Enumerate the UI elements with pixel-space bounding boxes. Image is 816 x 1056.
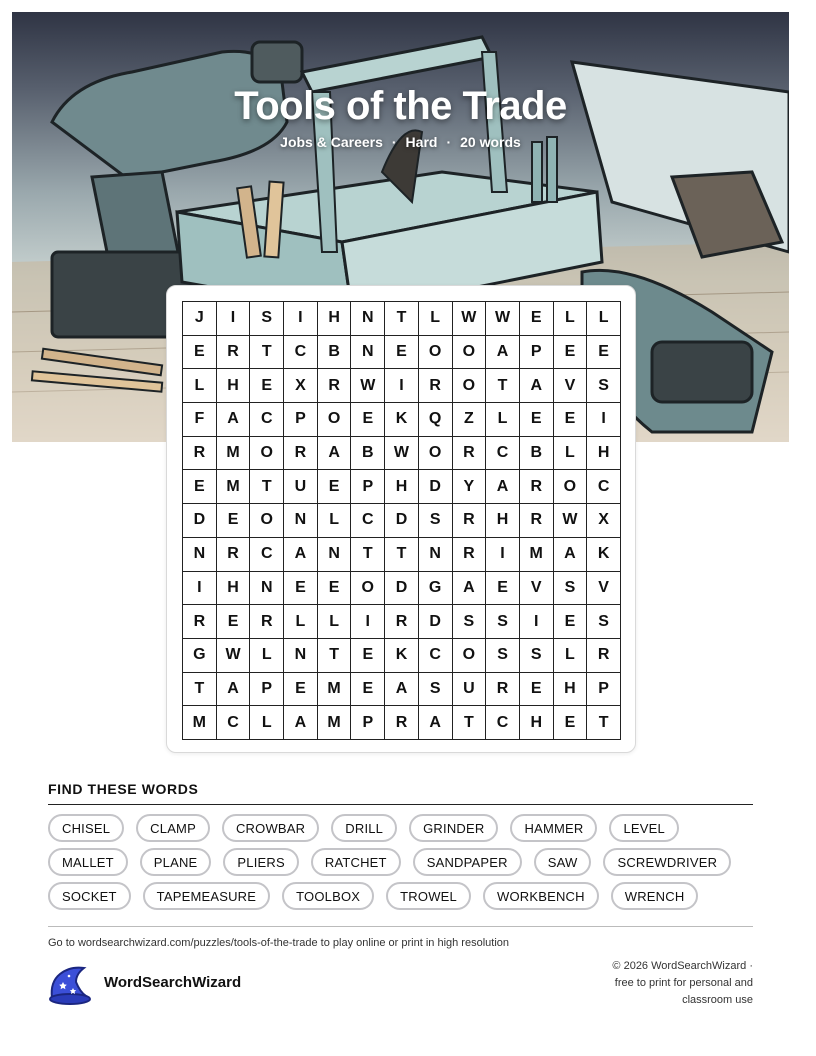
grid-cell[interactable]: T	[318, 639, 352, 673]
grid-cell[interactable]: S	[486, 639, 520, 673]
grid-cell[interactable]: D	[419, 470, 453, 504]
grid-cell[interactable]: A	[520, 369, 554, 403]
grid-cell[interactable]: L	[318, 605, 352, 639]
grid-cell[interactable]: A	[284, 706, 318, 740]
grid-cell[interactable]: C	[250, 538, 284, 572]
grid-cell[interactable]: T	[183, 673, 217, 707]
grid-cell[interactable]: I	[183, 572, 217, 606]
grid-cell[interactable]: E	[250, 369, 284, 403]
grid-cell[interactable]: E	[385, 336, 419, 370]
grid-cell[interactable]: T	[250, 336, 284, 370]
grid-cell[interactable]: H	[385, 470, 419, 504]
grid-cell[interactable]: E	[351, 673, 385, 707]
grid-cell[interactable]: P	[250, 673, 284, 707]
grid-cell[interactable]: L	[419, 302, 453, 336]
word-chip: TOOLBOX	[282, 882, 374, 910]
word-chip: WRENCH	[611, 882, 699, 910]
grid-cell[interactable]: B	[351, 437, 385, 471]
grid-cell[interactable]: J	[183, 302, 217, 336]
word-chip: CROWBAR	[222, 814, 319, 842]
grid-cell[interactable]: W	[453, 302, 487, 336]
grid-cell[interactable]: S	[453, 605, 487, 639]
grid-cell[interactable]: P	[284, 403, 318, 437]
grid-cell[interactable]: U	[453, 673, 487, 707]
grid-cell[interactable]: W	[217, 639, 251, 673]
grid-cell[interactable]: Z	[453, 403, 487, 437]
grid-cell[interactable]: S	[419, 504, 453, 538]
grid-cell[interactable]: A	[217, 403, 251, 437]
grid-cell[interactable]: R	[587, 639, 621, 673]
grid-cell[interactable]: D	[385, 572, 419, 606]
wizard-hat-icon	[46, 962, 94, 1006]
grid-cell[interactable]: A	[486, 336, 520, 370]
grid-cell[interactable]: M	[318, 706, 352, 740]
grid-cell[interactable]: H	[486, 504, 520, 538]
copyright-line: free to print for personal and	[614, 977, 753, 989]
grid-cell[interactable]: E	[351, 639, 385, 673]
grid-cell[interactable]: M	[318, 673, 352, 707]
grid-cell[interactable]: L	[284, 605, 318, 639]
grid-cell[interactable]: N	[419, 538, 453, 572]
grid-cell[interactable]: H	[217, 369, 251, 403]
grid-cell[interactable]: I	[284, 302, 318, 336]
grid-cell[interactable]: B	[520, 437, 554, 471]
grid-cell[interactable]: T	[587, 706, 621, 740]
grid-cell[interactable]: S	[587, 605, 621, 639]
word-chip: WORKBENCH	[483, 882, 599, 910]
grid-cell[interactable]: M	[183, 706, 217, 740]
grid-cell[interactable]: O	[554, 470, 588, 504]
grid-cell[interactable]: R	[419, 369, 453, 403]
grid-cell[interactable]: E	[554, 605, 588, 639]
grid-cell[interactable]: P	[351, 706, 385, 740]
grid-cell[interactable]: E	[520, 673, 554, 707]
divider	[48, 804, 753, 805]
grid-cell[interactable]: L	[554, 639, 588, 673]
grid-cell[interactable]: C	[217, 706, 251, 740]
grid-cell[interactable]: C	[250, 403, 284, 437]
word-chip: MALLET	[48, 848, 128, 876]
grid-cell[interactable]: I	[520, 605, 554, 639]
grid-cell[interactable]: H	[554, 673, 588, 707]
grid-cell[interactable]: E	[284, 572, 318, 606]
grid-cell[interactable]: L	[554, 437, 588, 471]
grid-cell[interactable]: S	[486, 605, 520, 639]
grid-cell[interactable]: T	[453, 706, 487, 740]
grid-cell[interactable]: D	[385, 504, 419, 538]
grid-cell[interactable]: L	[554, 302, 588, 336]
grid-cell[interactable]: L	[183, 369, 217, 403]
word-chip: PLIERS	[223, 848, 298, 876]
grid-cell[interactable]: T	[385, 302, 419, 336]
grid-cell[interactable]: R	[520, 504, 554, 538]
grid-cell[interactable]: D	[183, 504, 217, 538]
grid-cell[interactable]: K	[385, 639, 419, 673]
grid-cell[interactable]: C	[587, 470, 621, 504]
word-count-label: 20 words	[460, 134, 521, 150]
grid-cell[interactable]: N	[284, 639, 318, 673]
grid-cell[interactable]: H	[318, 302, 352, 336]
grid-cell[interactable]: E	[587, 336, 621, 370]
word-chip: SAW	[534, 848, 592, 876]
grid-cell[interactable]: E	[318, 572, 352, 606]
grid-cell[interactable]: A	[217, 673, 251, 707]
grid-cell[interactable]: E	[554, 403, 588, 437]
word-chip: DRILL	[331, 814, 397, 842]
grid-cell[interactable]: N	[351, 302, 385, 336]
grid-cell[interactable]: G	[183, 639, 217, 673]
copyright-note	[573, 958, 753, 1009]
grid-cell[interactable]: E	[284, 673, 318, 707]
grid-cell[interactable]: S	[520, 639, 554, 673]
word-chip: PLANE	[140, 848, 212, 876]
grid-cell[interactable]: S	[554, 572, 588, 606]
grid-cell[interactable]: W	[351, 369, 385, 403]
word-chip: RATCHET	[311, 848, 401, 876]
grid-cell[interactable]: N	[351, 336, 385, 370]
divider	[48, 926, 753, 927]
grid-cell[interactable]: L	[250, 706, 284, 740]
difficulty-label: Hard	[405, 134, 438, 150]
grid-cell[interactable]: O	[419, 437, 453, 471]
grid-cell[interactable]: T	[250, 470, 284, 504]
grid-cell[interactable]: E	[318, 470, 352, 504]
grid-cell[interactable]: O	[318, 403, 352, 437]
puzzle-card	[166, 285, 636, 753]
grid-cell[interactable]: R	[385, 706, 419, 740]
grid-cell[interactable]: N	[183, 538, 217, 572]
grid-cell[interactable]: R	[217, 538, 251, 572]
grid-cell[interactable]: W	[385, 437, 419, 471]
play-online-note: Go to wordsearchwizard.com/puzzles/tools-of-the-trade to play online or print in high resolution	[48, 937, 510, 949]
grid-cell[interactable]: A	[486, 470, 520, 504]
grid-cell[interactable]: L	[250, 639, 284, 673]
grid-cell[interactable]: R	[486, 673, 520, 707]
grid-cell[interactable]: R	[284, 437, 318, 471]
grid-cell[interactable]: P	[587, 673, 621, 707]
grid-cell[interactable]: I	[217, 302, 251, 336]
word-chip: CLAMP	[136, 814, 210, 842]
copyright-line: classroom use	[682, 994, 753, 1006]
word-chip: TAPEMEASURE	[143, 882, 270, 910]
word-chip: CHISEL	[48, 814, 124, 842]
grid-cell[interactable]: S	[250, 302, 284, 336]
grid-cell[interactable]: R	[183, 605, 217, 639]
grid-cell[interactable]: M	[217, 437, 251, 471]
grid-cell[interactable]: U	[284, 470, 318, 504]
grid-cell[interactable]: C	[486, 437, 520, 471]
grid-cell[interactable]: I	[385, 369, 419, 403]
grid-cell[interactable]: C	[284, 336, 318, 370]
word-chip: SANDPAPER	[413, 848, 522, 876]
grid-cell[interactable]: R	[250, 605, 284, 639]
grid-cell[interactable]: E	[217, 605, 251, 639]
grid-cell[interactable]: W	[554, 504, 588, 538]
grid-cell[interactable]: C	[486, 706, 520, 740]
grid-cell[interactable]: R	[318, 369, 352, 403]
puzzle-meta	[12, 134, 789, 150]
grid-cell[interactable]: O	[250, 504, 284, 538]
grid-cell[interactable]: E	[554, 336, 588, 370]
grid-cell[interactable]: S	[419, 673, 453, 707]
grid-cell[interactable]: T	[351, 538, 385, 572]
grid-cell[interactable]: I	[351, 605, 385, 639]
grid-cell[interactable]: H	[587, 437, 621, 471]
page-title: Tools of the Trade	[234, 84, 567, 128]
grid-cell[interactable]: T	[385, 538, 419, 572]
grid-cell[interactable]: R	[453, 437, 487, 471]
grid-cell[interactable]: O	[453, 369, 487, 403]
grid-cell[interactable]: V	[587, 572, 621, 606]
grid-cell[interactable]: P	[351, 470, 385, 504]
grid-cell[interactable]: O	[419, 336, 453, 370]
grid-cell[interactable]: V	[520, 572, 554, 606]
grid-cell[interactable]: Y	[453, 470, 487, 504]
grid-cell[interactable]: E	[520, 302, 554, 336]
grid-cell[interactable]: O	[453, 336, 487, 370]
grid-cell[interactable]: E	[554, 706, 588, 740]
grid-cell[interactable]: C	[351, 504, 385, 538]
grid-cell[interactable]: C	[419, 639, 453, 673]
grid-cell[interactable]: M	[520, 538, 554, 572]
word-chip: SCREWDRIVER	[603, 848, 731, 876]
grid-cell[interactable]: I	[486, 538, 520, 572]
grid-cell[interactable]: K	[587, 538, 621, 572]
grid-cell[interactable]: R	[453, 504, 487, 538]
copyright-line: © 2026 WordSearchWizard ·	[612, 960, 753, 972]
grid-cell[interactable]: E	[351, 403, 385, 437]
grid-cell[interactable]: X	[587, 504, 621, 538]
grid-cell[interactable]: A	[419, 706, 453, 740]
grid-cell[interactable]: G	[419, 572, 453, 606]
word-list-heading: FIND THESE WORDS	[48, 781, 199, 797]
meta-separator: ·	[446, 134, 452, 150]
grid-cell[interactable]: Q	[419, 403, 453, 437]
grid-cell[interactable]: D	[419, 605, 453, 639]
grid-cell[interactable]: L	[587, 302, 621, 336]
grid-cell[interactable]: O	[351, 572, 385, 606]
grid-cell[interactable]: R	[183, 437, 217, 471]
grid-cell[interactable]: E	[217, 504, 251, 538]
grid-cell[interactable]: E	[183, 336, 217, 370]
grid-cell[interactable]: R	[217, 336, 251, 370]
grid-cell[interactable]: F	[183, 403, 217, 437]
grid-cell[interactable]: H	[217, 572, 251, 606]
grid-cell[interactable]: V	[554, 369, 588, 403]
grid-cell[interactable]: R	[453, 538, 487, 572]
category-label: Jobs & Careers	[280, 134, 383, 150]
grid-cell[interactable]: S	[587, 369, 621, 403]
grid-cell[interactable]: B	[318, 336, 352, 370]
word-chip: HAMMER	[510, 814, 597, 842]
grid-cell[interactable]: E	[183, 470, 217, 504]
grid-cell[interactable]: N	[250, 572, 284, 606]
word-chip: GRINDER	[409, 814, 498, 842]
grid-cell[interactable]: T	[486, 369, 520, 403]
grid-cell[interactable]: P	[520, 336, 554, 370]
grid-cell[interactable]: A	[318, 437, 352, 471]
grid-cell[interactable]: H	[520, 706, 554, 740]
word-chip: LEVEL	[609, 814, 678, 842]
grid-cell[interactable]: N	[318, 538, 352, 572]
grid-cell[interactable]: M	[217, 470, 251, 504]
grid-cell[interactable]: E	[520, 403, 554, 437]
letter-grid[interactable]	[182, 301, 621, 740]
grid-cell[interactable]: A	[284, 538, 318, 572]
grid-cell[interactable]: R	[520, 470, 554, 504]
word-chip: TROWEL	[386, 882, 471, 910]
grid-cell[interactable]: K	[385, 403, 419, 437]
meta-separator: ·	[391, 134, 397, 150]
grid-cell[interactable]: O	[453, 639, 487, 673]
word-list	[48, 814, 760, 910]
grid-cell[interactable]: X	[284, 369, 318, 403]
brand-name[interactable]: WordSearchWizard	[104, 974, 242, 991]
grid-cell[interactable]: A	[385, 673, 419, 707]
grid-cell[interactable]: A	[453, 572, 487, 606]
word-chip: SOCKET	[48, 882, 131, 910]
grid-cell[interactable]: L	[486, 403, 520, 437]
grid-cell[interactable]: O	[250, 437, 284, 471]
grid-cell[interactable]: A	[554, 538, 588, 572]
grid-cell[interactable]: R	[385, 605, 419, 639]
grid-cell[interactable]: E	[486, 572, 520, 606]
grid-cell[interactable]: N	[284, 504, 318, 538]
grid-cell[interactable]: L	[318, 504, 352, 538]
grid-cell[interactable]: I	[587, 403, 621, 437]
grid-cell[interactable]: W	[486, 302, 520, 336]
